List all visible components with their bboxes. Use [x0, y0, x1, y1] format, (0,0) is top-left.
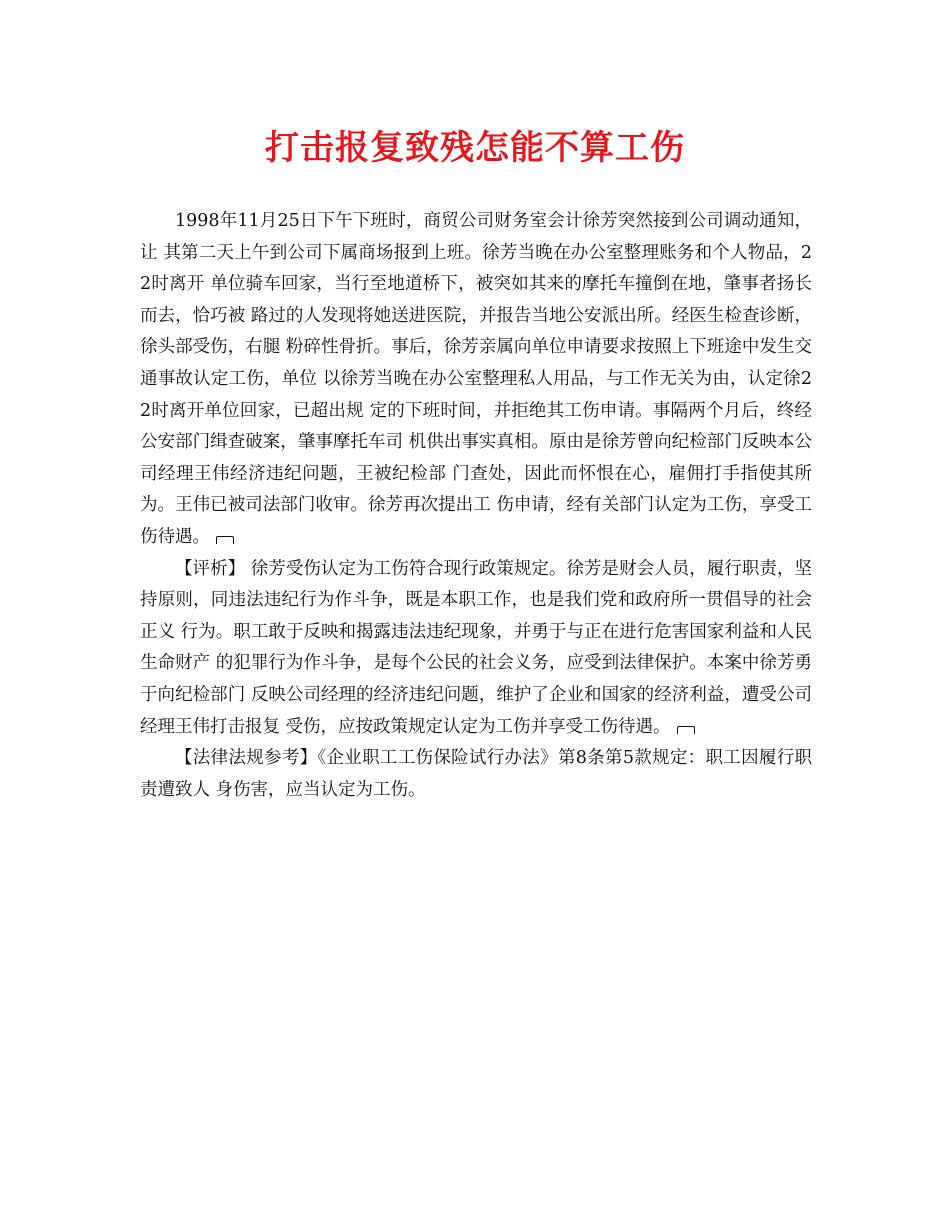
paragraph-mark-icon [677, 726, 695, 734]
paragraph-text: 【法律法规参考】《企业职工工伤保险试行办法》第8条第5款规定：职工因履行职责遭致人 身伤害，应当认定为工伤。 [140, 748, 812, 800]
paragraph-analysis [140, 554, 812, 744]
paragraph-legal-reference [140, 743, 812, 806]
document-title: 打击报复致残怎能不算工伤 [265, 128, 685, 168]
paragraph-text: 1998年11月25日下午下班时，商贸公司财务室会计徐芳突然接到公司调动通知，让 其第二天上午到公司下属商场报到上班。徐芳当晚在办公室整理账务和个人物品，22时离开 单位骑车回家，当行至地道桥下，被突如其来的摩托车撞倒在地，肇事者扬长而去，恰巧被 路过的人发现将她送进医院，并报告当地公安派出所。经医生检查诊断，徐头部受伤，右腿 粉碎性骨折。事后，徐芳亲属向单位申请要求按照上下班途中发生交通事故认定工伤，单位 以徐芳当晚在办公室整理私人用品，与工作无关为由，认定徐22时离开单位回家，已超出规 定的下班时间，并拒绝其工伤申请。事隔两个月后，终经公安部门缉查破案，肇事摩托车司 机供出事实真相。原由是徐芳曾向纪检部门反映本公司经理王伟经济违纪问题，王被纪检部 门查处，因此而怀恨在心，雇佣打手指使其所为。王伟已被司法部门收审。徐芳再次提出工 伤申请，经有关部门认定为工伤，享受工伤待遇。 [140, 211, 812, 547]
document-body [140, 206, 812, 806]
paragraph-text: 【评析】 徐芳受伤认定为工伤符合现行政策规定。徐芳是财会人员，履行职责，坚 持原则，同违法违纪行为作斗争，既是本职工作，也是我们党和政府所一贯倡导的社会正义 行为。职工敢于反映和揭露违法违纪现象，并勇于与正在进行危害国家利益和人民生命财产 的犯罪行为作斗争，是每个公民的社会义务，应受到法律保护。本案中徐芳勇于向纪检部门 反映公司经理的经济违纪问题，维护了企业和国家的经济利益，遭受公司经理王伟打击报复 受伤，应按政策规定认定为工伤并享受工伤待遇。 [140, 558, 812, 737]
paragraph-mark-icon [216, 536, 234, 544]
paragraph-case-narrative [140, 206, 812, 554]
